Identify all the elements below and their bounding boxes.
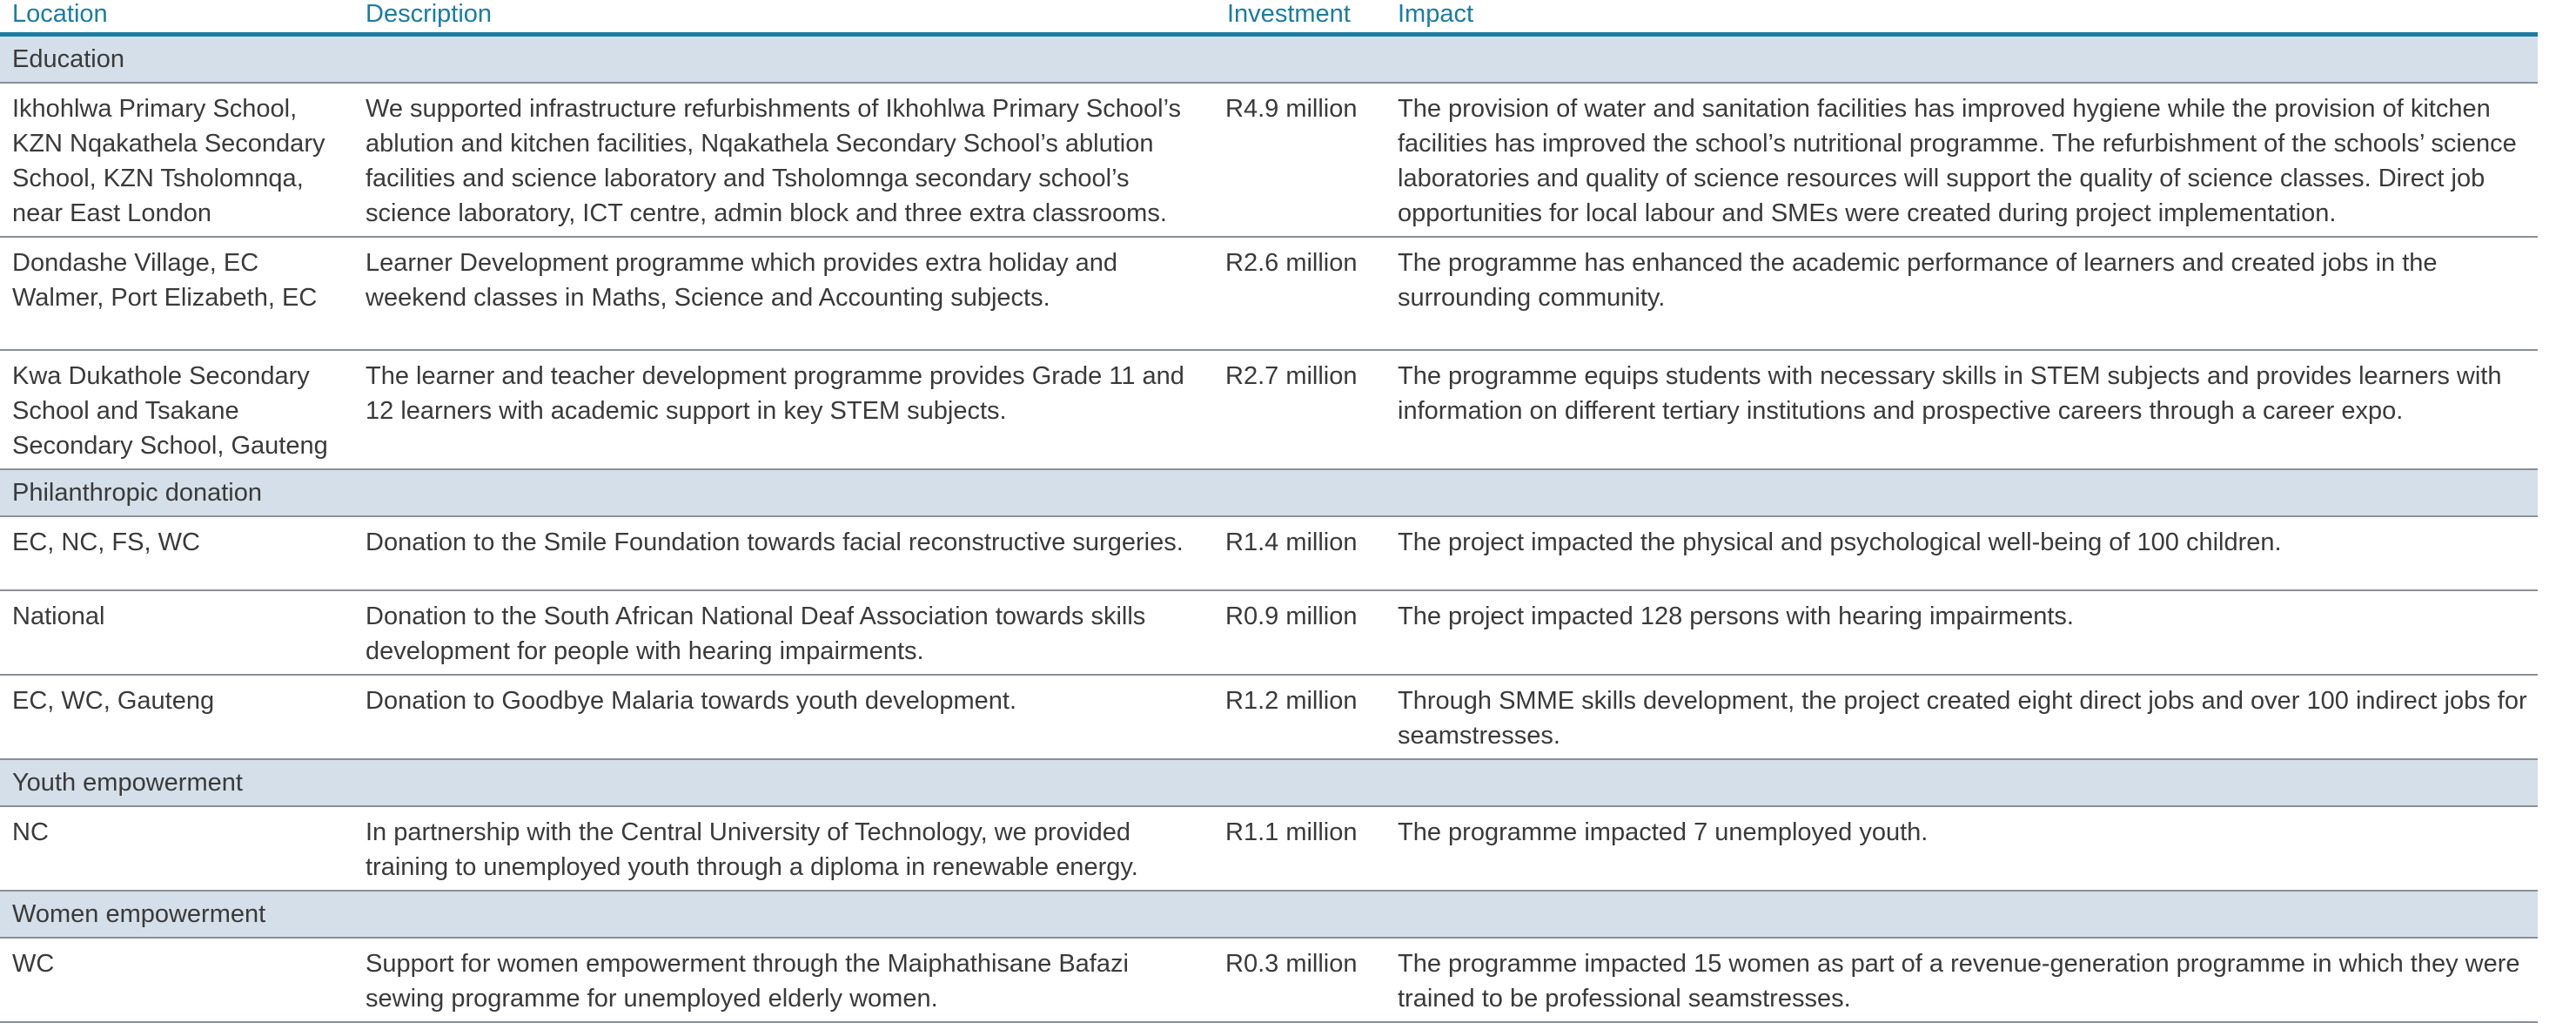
description-cell: Donation to the South African National Deaf Association towards skills development for people with hearing impairments. xyxy=(353,590,1215,675)
location-cell: NC xyxy=(0,806,353,891)
investment-cell: R1.4 million xyxy=(1215,516,1385,590)
section-title: Women empowerment xyxy=(0,891,2538,938)
investment-cell: R1.2 million xyxy=(1215,675,1385,759)
section-title: Education xyxy=(0,35,2538,84)
column-header-description: Description xyxy=(353,0,1215,35)
location-cell: National xyxy=(0,590,353,675)
investment-cell: R1.1 million xyxy=(1215,806,1385,891)
investment-cell: R2.7 million xyxy=(1215,350,1385,469)
investment-cell: R0.9 million xyxy=(1215,590,1385,675)
investment-cell: R4.9 million xyxy=(1215,83,1385,237)
impact-cell: The project impacted 128 persons with hearing impairments. xyxy=(1385,590,2538,675)
impact-cell: The project impacted the physical and psychological well-being of 100 children. xyxy=(1385,516,2538,590)
impact-cell: The programme equips students with necessary skills in STEM subjects and provides learners with information on different tertiary institutions and prospective careers through a career expo. xyxy=(1385,350,2538,469)
table-row xyxy=(0,590,2538,675)
location-cell: EC, WC, Gauteng xyxy=(0,675,353,759)
location-cell: WC xyxy=(0,938,353,1022)
description-cell: Learner Development programme which provides extra holiday and weekend classes in Maths, Science and Accounting subjects. xyxy=(353,237,1215,350)
table-row xyxy=(0,237,2538,350)
section-row-education xyxy=(0,35,2538,84)
description-cell: Donation to Goodbye Malaria towards youth development. xyxy=(353,675,1215,759)
column-header-investment: Investment xyxy=(1215,0,1385,35)
table-row xyxy=(0,675,2538,759)
table-row xyxy=(0,806,2538,891)
table-row xyxy=(0,350,2538,469)
section-title: Philanthropic donation xyxy=(0,469,2538,516)
table-row xyxy=(0,83,2538,237)
location-cell: Kwa Dukathole Secondary School and Tsakane Secondary School, Gauteng xyxy=(0,350,353,469)
section-row-philanthropic-donation xyxy=(0,469,2538,516)
description-cell: Donation to the Smile Foundation towards facial reconstructive surgeries. xyxy=(353,516,1215,590)
impact-cell: The provision of water and sanitation facilities has improved hygiene while the provision of kitchen facilities has improved the school’s nutritional programme. The refurbishment of the schools’ science laboratories and quality of science resources will support the quality of science classes. Direct job opportunities for local labour and SMEs were created during project implementation. xyxy=(1385,83,2538,237)
description-cell: Support for women empowerment through the Maiphathisane Bafazi sewing programme for unemployed elderly women. xyxy=(353,938,1215,1022)
description-cell: In partnership with the Central University of Technology, we provided training to unemployed youth through a diploma in renewable energy. xyxy=(353,806,1215,891)
investment-cell: R2.6 million xyxy=(1215,237,1385,350)
table-row xyxy=(0,516,2538,590)
location-cell: EC, NC, FS, WC xyxy=(0,516,353,590)
header-row xyxy=(0,0,2538,35)
impact-cell: The programme has enhanced the academic performance of learners and created jobs in the surrounding community. xyxy=(1385,237,2538,350)
section-title: Youth empowerment xyxy=(0,759,2538,806)
location-cell: Dondashe Village, EC Walmer, Port Elizabeth, EC xyxy=(0,237,353,350)
impact-cell: The programme impacted 15 women as part of a revenue-generation programme in which they were trained to be professional seamstresses. xyxy=(1385,938,2538,1022)
location-cell: Ikhohlwa Primary School, KZN Nqakathela Secondary School, KZN Tsholomnqa, near East London xyxy=(0,83,353,237)
table-row xyxy=(0,938,2538,1022)
investment-cell: R0.3 million xyxy=(1215,938,1385,1022)
impact-cell: Through SMME skills development, the project created eight direct jobs and over 100 indirect jobs for seamstresses. xyxy=(1385,675,2538,759)
description-cell: The learner and teacher development programme provides Grade 11 and 12 learners with academic support in key STEM subjects. xyxy=(353,350,1215,469)
section-row-youth-empowerment xyxy=(0,759,2538,806)
column-header-location: Location xyxy=(0,0,353,35)
column-header-impact: Impact xyxy=(1385,0,2538,35)
section-row-women-empowerment xyxy=(0,891,2538,938)
impact-cell: The programme impacted 7 unemployed youth. xyxy=(1385,806,2538,891)
description-cell: We supported infrastructure refurbishments of Ikhohlwa Primary School’s ablution and kitchen facilities, Nqakathela Secondary School’s ablution facilities and science laboratory and Tsholomnga secondary school’s science laboratory, ICT centre, admin block and three extra classrooms. xyxy=(353,83,1215,237)
